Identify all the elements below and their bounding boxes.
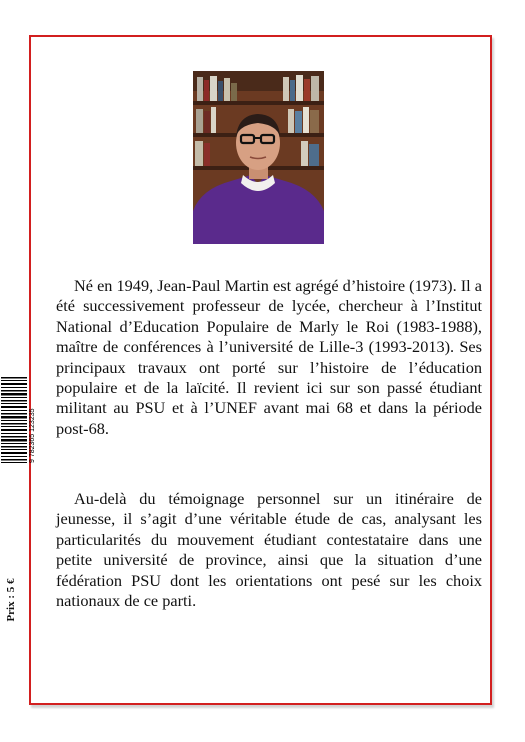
isbn-barcode [1, 375, 38, 465]
price-text: Prix : 5 € [5, 578, 17, 622]
price-label [1, 572, 23, 632]
author-bio: Né en 1949, Jean-Paul Martin est agrégé d’histoire (1973). Il a été successivement professeur de lycée, chercheur à l’Institut National d’Education Populaire de Marly le Roi (1983-1988), maître de conférences à l’université de Lille-3 (1993-2013). Ses principaux travaux ont porté sur l’histoire de l’éducation populaire et de la laïcité. Il revient ici sur son passé étudiant militant au PSU et à l’UNEF avant mai 68 et dans la période post-68. [56, 276, 482, 438]
isbn-number: 9 782365 123235 [29, 408, 36, 463]
book-summary: Au-delà du témoignage personnel sur un itinéraire de jeunesse, il s’agit d’une véritable étude de cas, analysant les particularités du mouvement étudiant contestataire dans une petite université de province, ainsi que la situation d’une fédération PSU dont les orientations ont pesé sur les choix nationaux de ce parti. [56, 489, 482, 611]
author-photo [193, 71, 324, 244]
